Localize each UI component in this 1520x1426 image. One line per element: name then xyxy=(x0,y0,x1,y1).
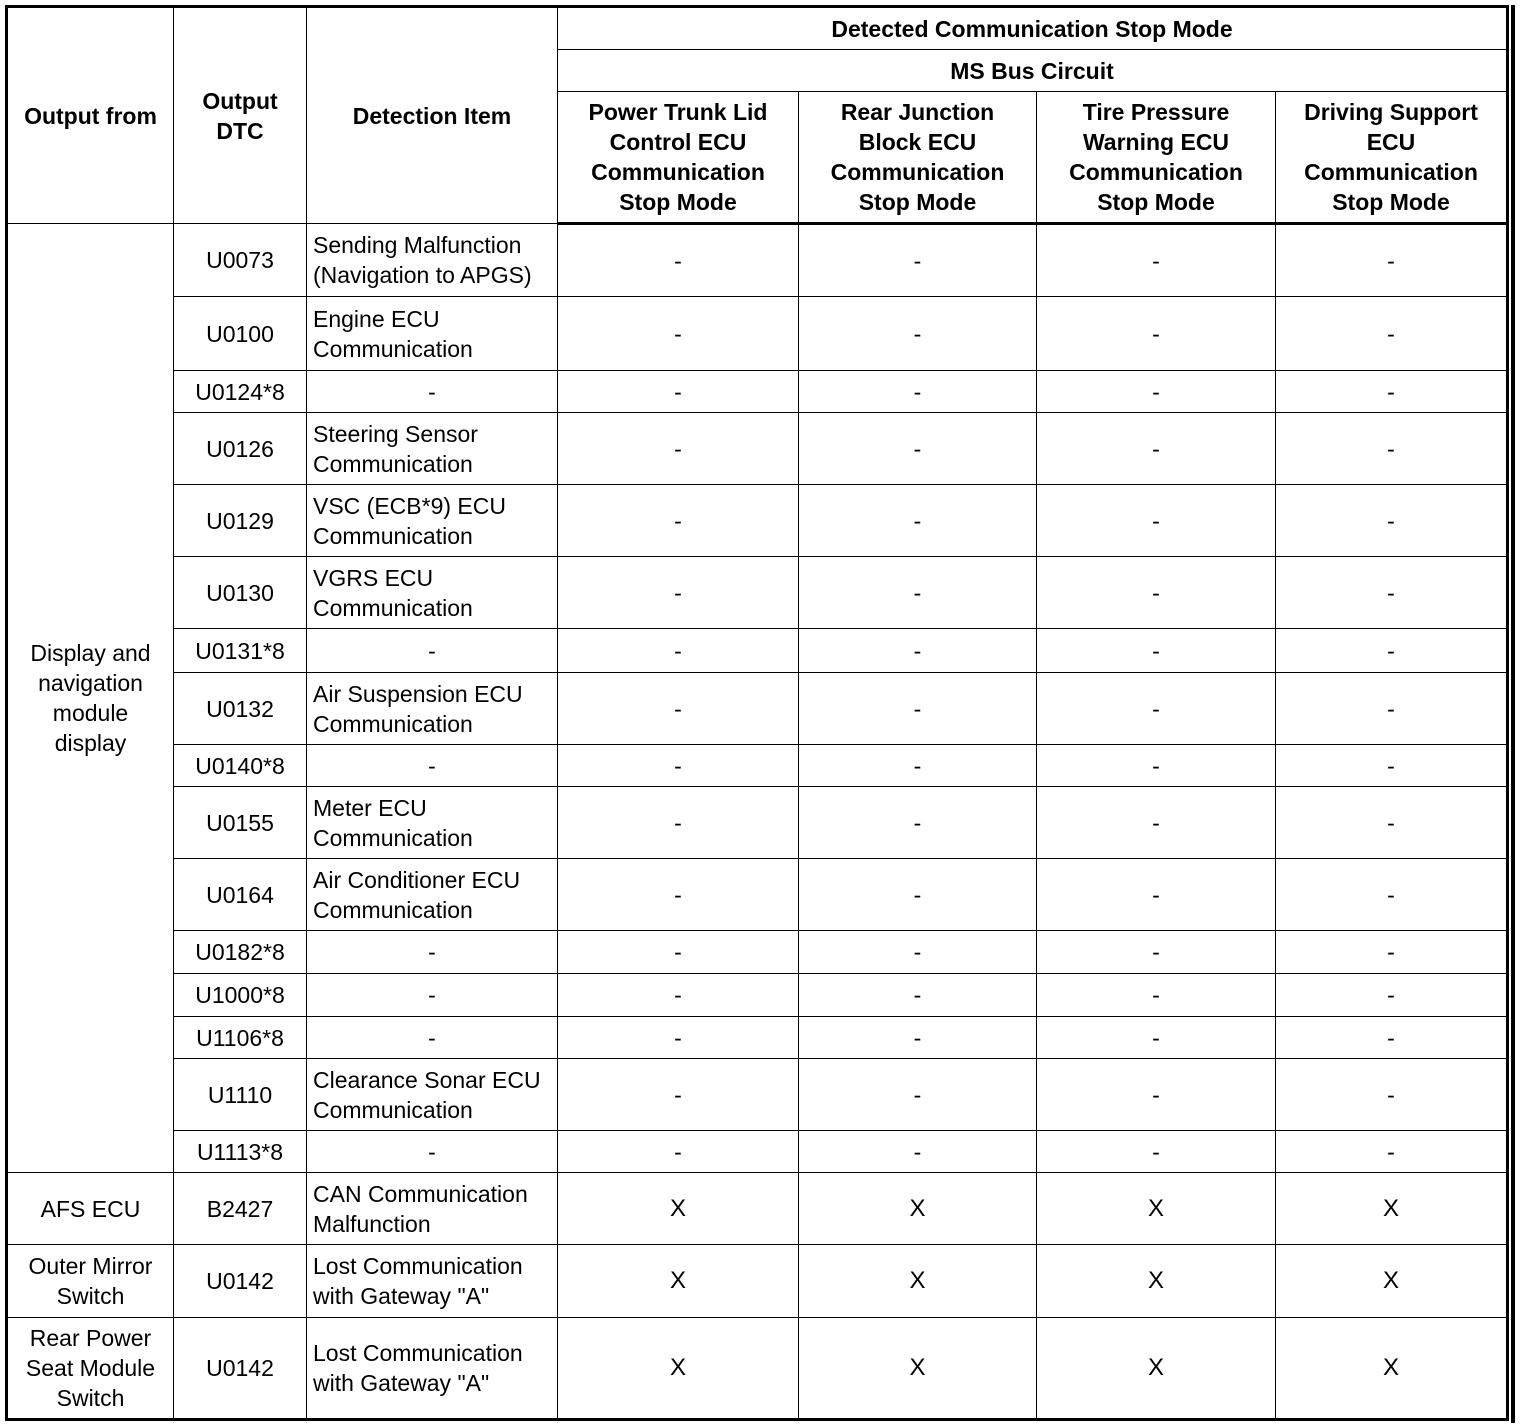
dtc-stop-mode-table xyxy=(5,5,1509,1421)
header-col-rear-junction-block: Rear Junction Block ECU Communication Stop Mode xyxy=(799,92,1037,224)
stop-mode-cell: - xyxy=(558,745,799,787)
dtc-cell: U0129 xyxy=(174,485,307,557)
table-row xyxy=(7,413,1508,485)
table-row xyxy=(7,1245,1508,1318)
dtc-cell: U1110 xyxy=(174,1059,307,1131)
stop-mode-cell: - xyxy=(1276,974,1508,1017)
stop-mode-cell: X xyxy=(558,1318,799,1420)
stop-mode-cell: - xyxy=(558,297,799,371)
dtc-cell: U0142 xyxy=(174,1318,307,1420)
stop-mode-cell: - xyxy=(799,1017,1037,1059)
stop-mode-cell: - xyxy=(1276,787,1508,859)
stop-mode-cell: - xyxy=(558,673,799,745)
stop-mode-cell: X xyxy=(1276,1245,1508,1318)
stop-mode-cell: - xyxy=(1037,413,1276,485)
stop-mode-cell: - xyxy=(558,1059,799,1131)
table-body xyxy=(7,224,1508,1420)
detection-item-cell: - xyxy=(307,745,558,787)
stop-mode-cell: - xyxy=(1037,1131,1276,1173)
stop-mode-cell: - xyxy=(1037,297,1276,371)
stop-mode-cell: - xyxy=(1276,859,1508,931)
table-row xyxy=(7,1017,1508,1059)
stop-mode-cell: - xyxy=(558,787,799,859)
detection-item-cell: Lost Communication with Gateway "A" xyxy=(307,1245,558,1318)
stop-mode-cell: - xyxy=(1037,931,1276,974)
output-from-cell: Rear Power Seat Module Switch xyxy=(7,1318,174,1420)
stop-mode-cell: - xyxy=(1037,745,1276,787)
table-row xyxy=(7,745,1508,787)
table-row xyxy=(7,297,1508,371)
stop-mode-cell: X xyxy=(558,1173,799,1245)
stop-mode-cell: - xyxy=(1276,745,1508,787)
output-from-cell: AFS ECU xyxy=(7,1173,174,1245)
stop-mode-cell: - xyxy=(1276,297,1508,371)
table-row xyxy=(7,629,1508,673)
table-header xyxy=(7,7,1508,224)
table-row xyxy=(7,1318,1508,1420)
detection-item-cell: Air Conditioner ECU Communication xyxy=(307,859,558,931)
stop-mode-cell: - xyxy=(1276,673,1508,745)
stop-mode-cell: - xyxy=(1276,1017,1508,1059)
detection-item-cell: Steering Sensor Communication xyxy=(307,413,558,485)
table-row xyxy=(7,224,1508,297)
detection-item-cell: - xyxy=(307,371,558,413)
page-edge-rule xyxy=(1511,5,1515,1423)
stop-mode-cell: - xyxy=(558,629,799,673)
detection-item-cell: CAN Communication Malfunction xyxy=(307,1173,558,1245)
detection-item-cell: Meter ECU Communication xyxy=(307,787,558,859)
stop-mode-cell: - xyxy=(1037,1059,1276,1131)
stop-mode-cell: X xyxy=(1037,1245,1276,1318)
dtc-cell: U0164 xyxy=(174,859,307,931)
table-row xyxy=(7,371,1508,413)
stop-mode-cell: - xyxy=(1276,931,1508,974)
stop-mode-cell: X xyxy=(799,1173,1037,1245)
detection-item-cell: - xyxy=(307,629,558,673)
header-group-title: Detected Communication Stop Mode xyxy=(558,7,1508,50)
dtc-cell: B2427 xyxy=(174,1173,307,1245)
stop-mode-cell: - xyxy=(1037,859,1276,931)
table-row xyxy=(7,1173,1508,1245)
stop-mode-cell: - xyxy=(558,371,799,413)
stop-mode-cell: - xyxy=(1276,413,1508,485)
table-row xyxy=(7,931,1508,974)
stop-mode-cell: - xyxy=(1037,1017,1276,1059)
detection-item-cell: VGRS ECU Communication xyxy=(307,557,558,629)
stop-mode-cell: X xyxy=(1037,1318,1276,1420)
table-row xyxy=(7,974,1508,1017)
stop-mode-cell: - xyxy=(1037,485,1276,557)
dtc-cell: U1000*8 xyxy=(174,974,307,1017)
dtc-cell: U0142 xyxy=(174,1245,307,1318)
detection-item-cell: Clearance Sonar ECU Communication xyxy=(307,1059,558,1131)
table-row xyxy=(7,1059,1508,1131)
stop-mode-cell: - xyxy=(1037,974,1276,1017)
stop-mode-cell: - xyxy=(558,1017,799,1059)
stop-mode-cell: - xyxy=(799,371,1037,413)
stop-mode-cell: - xyxy=(1276,485,1508,557)
stop-mode-cell: - xyxy=(799,1131,1037,1173)
stop-mode-cell: X xyxy=(799,1318,1037,1420)
stop-mode-cell: - xyxy=(799,745,1037,787)
table-row xyxy=(7,557,1508,629)
detection-item-cell: - xyxy=(307,974,558,1017)
stop-mode-cell: - xyxy=(799,974,1037,1017)
dtc-cell: U1106*8 xyxy=(174,1017,307,1059)
header-col-power-trunk-lid: Power Trunk Lid Control ECU Communication Stop Mode xyxy=(558,92,799,224)
header-subgroup-title: MS Bus Circuit xyxy=(558,50,1508,92)
detection-item-cell: - xyxy=(307,931,558,974)
header-detection-item: Detection Item xyxy=(307,7,558,224)
stop-mode-cell: - xyxy=(1276,371,1508,413)
dtc-cell: U0073 xyxy=(174,224,307,297)
dtc-cell: U0124*8 xyxy=(174,371,307,413)
table-row xyxy=(7,673,1508,745)
stop-mode-cell: - xyxy=(799,931,1037,974)
detection-item-cell: Engine ECU Communication xyxy=(307,297,558,371)
stop-mode-cell: - xyxy=(1037,371,1276,413)
stop-mode-cell: - xyxy=(558,413,799,485)
header-col-tire-pressure: Tire Pressure Warning ECU Communication Stop Mode xyxy=(1037,92,1276,224)
header-col-driving-support: Driving Support ECU Communication Stop Mode xyxy=(1276,92,1508,224)
stop-mode-cell: - xyxy=(558,557,799,629)
stop-mode-cell: - xyxy=(558,974,799,1017)
table-row xyxy=(7,485,1508,557)
stop-mode-cell: - xyxy=(558,224,799,297)
dtc-cell: U0131*8 xyxy=(174,629,307,673)
dtc-cell: U0182*8 xyxy=(174,931,307,974)
table-row xyxy=(7,1131,1508,1173)
stop-mode-cell: - xyxy=(558,859,799,931)
stop-mode-cell: - xyxy=(1037,224,1276,297)
stop-mode-cell: - xyxy=(1276,224,1508,297)
stop-mode-cell: X xyxy=(1276,1318,1508,1420)
output-from-cell: Outer Mirror Switch xyxy=(7,1245,174,1318)
detection-item-cell: Air Suspension ECU Communication xyxy=(307,673,558,745)
stop-mode-cell: - xyxy=(799,1059,1037,1131)
stop-mode-cell: X xyxy=(1276,1173,1508,1245)
stop-mode-cell: - xyxy=(558,931,799,974)
stop-mode-cell: - xyxy=(1037,673,1276,745)
dtc-cell: U1113*8 xyxy=(174,1131,307,1173)
stop-mode-cell: - xyxy=(799,413,1037,485)
stop-mode-cell: - xyxy=(799,297,1037,371)
stop-mode-cell: - xyxy=(799,485,1037,557)
stop-mode-cell: - xyxy=(799,673,1037,745)
detection-item-cell: - xyxy=(307,1131,558,1173)
table-row xyxy=(7,787,1508,859)
stop-mode-cell: - xyxy=(1276,557,1508,629)
stop-mode-cell: X xyxy=(1037,1173,1276,1245)
stop-mode-cell: X xyxy=(799,1245,1037,1318)
header-output-dtc: Output DTC xyxy=(174,7,307,224)
dtc-cell: U0132 xyxy=(174,673,307,745)
dtc-cell: U0126 xyxy=(174,413,307,485)
detection-item-cell: Sending Malfunction (Navigation to APGS) xyxy=(307,224,558,297)
dtc-cell: U0140*8 xyxy=(174,745,307,787)
stop-mode-cell: - xyxy=(558,1131,799,1173)
detection-item-cell: VSC (ECB*9) ECU Communication xyxy=(307,485,558,557)
stop-mode-cell: - xyxy=(1037,629,1276,673)
stop-mode-cell: - xyxy=(799,557,1037,629)
stop-mode-cell: - xyxy=(799,787,1037,859)
header-output-from: Output from xyxy=(7,7,174,224)
stop-mode-cell: - xyxy=(1276,1059,1508,1131)
dtc-cell: U0100 xyxy=(174,297,307,371)
stop-mode-cell: X xyxy=(558,1245,799,1318)
stop-mode-cell: - xyxy=(799,224,1037,297)
stop-mode-cell: - xyxy=(558,485,799,557)
dtc-cell: U0130 xyxy=(174,557,307,629)
detection-item-cell: - xyxy=(307,1017,558,1059)
table-row xyxy=(7,859,1508,931)
stop-mode-cell: - xyxy=(1037,557,1276,629)
stop-mode-cell: - xyxy=(799,629,1037,673)
detection-item-cell: Lost Communication with Gateway "A" xyxy=(307,1318,558,1420)
output-from-cell: Display and navigation module display xyxy=(7,224,174,1173)
stop-mode-cell: - xyxy=(1276,1131,1508,1173)
dtc-cell: U0155 xyxy=(174,787,307,859)
stop-mode-cell: - xyxy=(1037,787,1276,859)
stop-mode-cell: - xyxy=(1276,629,1508,673)
stop-mode-cell: - xyxy=(799,859,1037,931)
